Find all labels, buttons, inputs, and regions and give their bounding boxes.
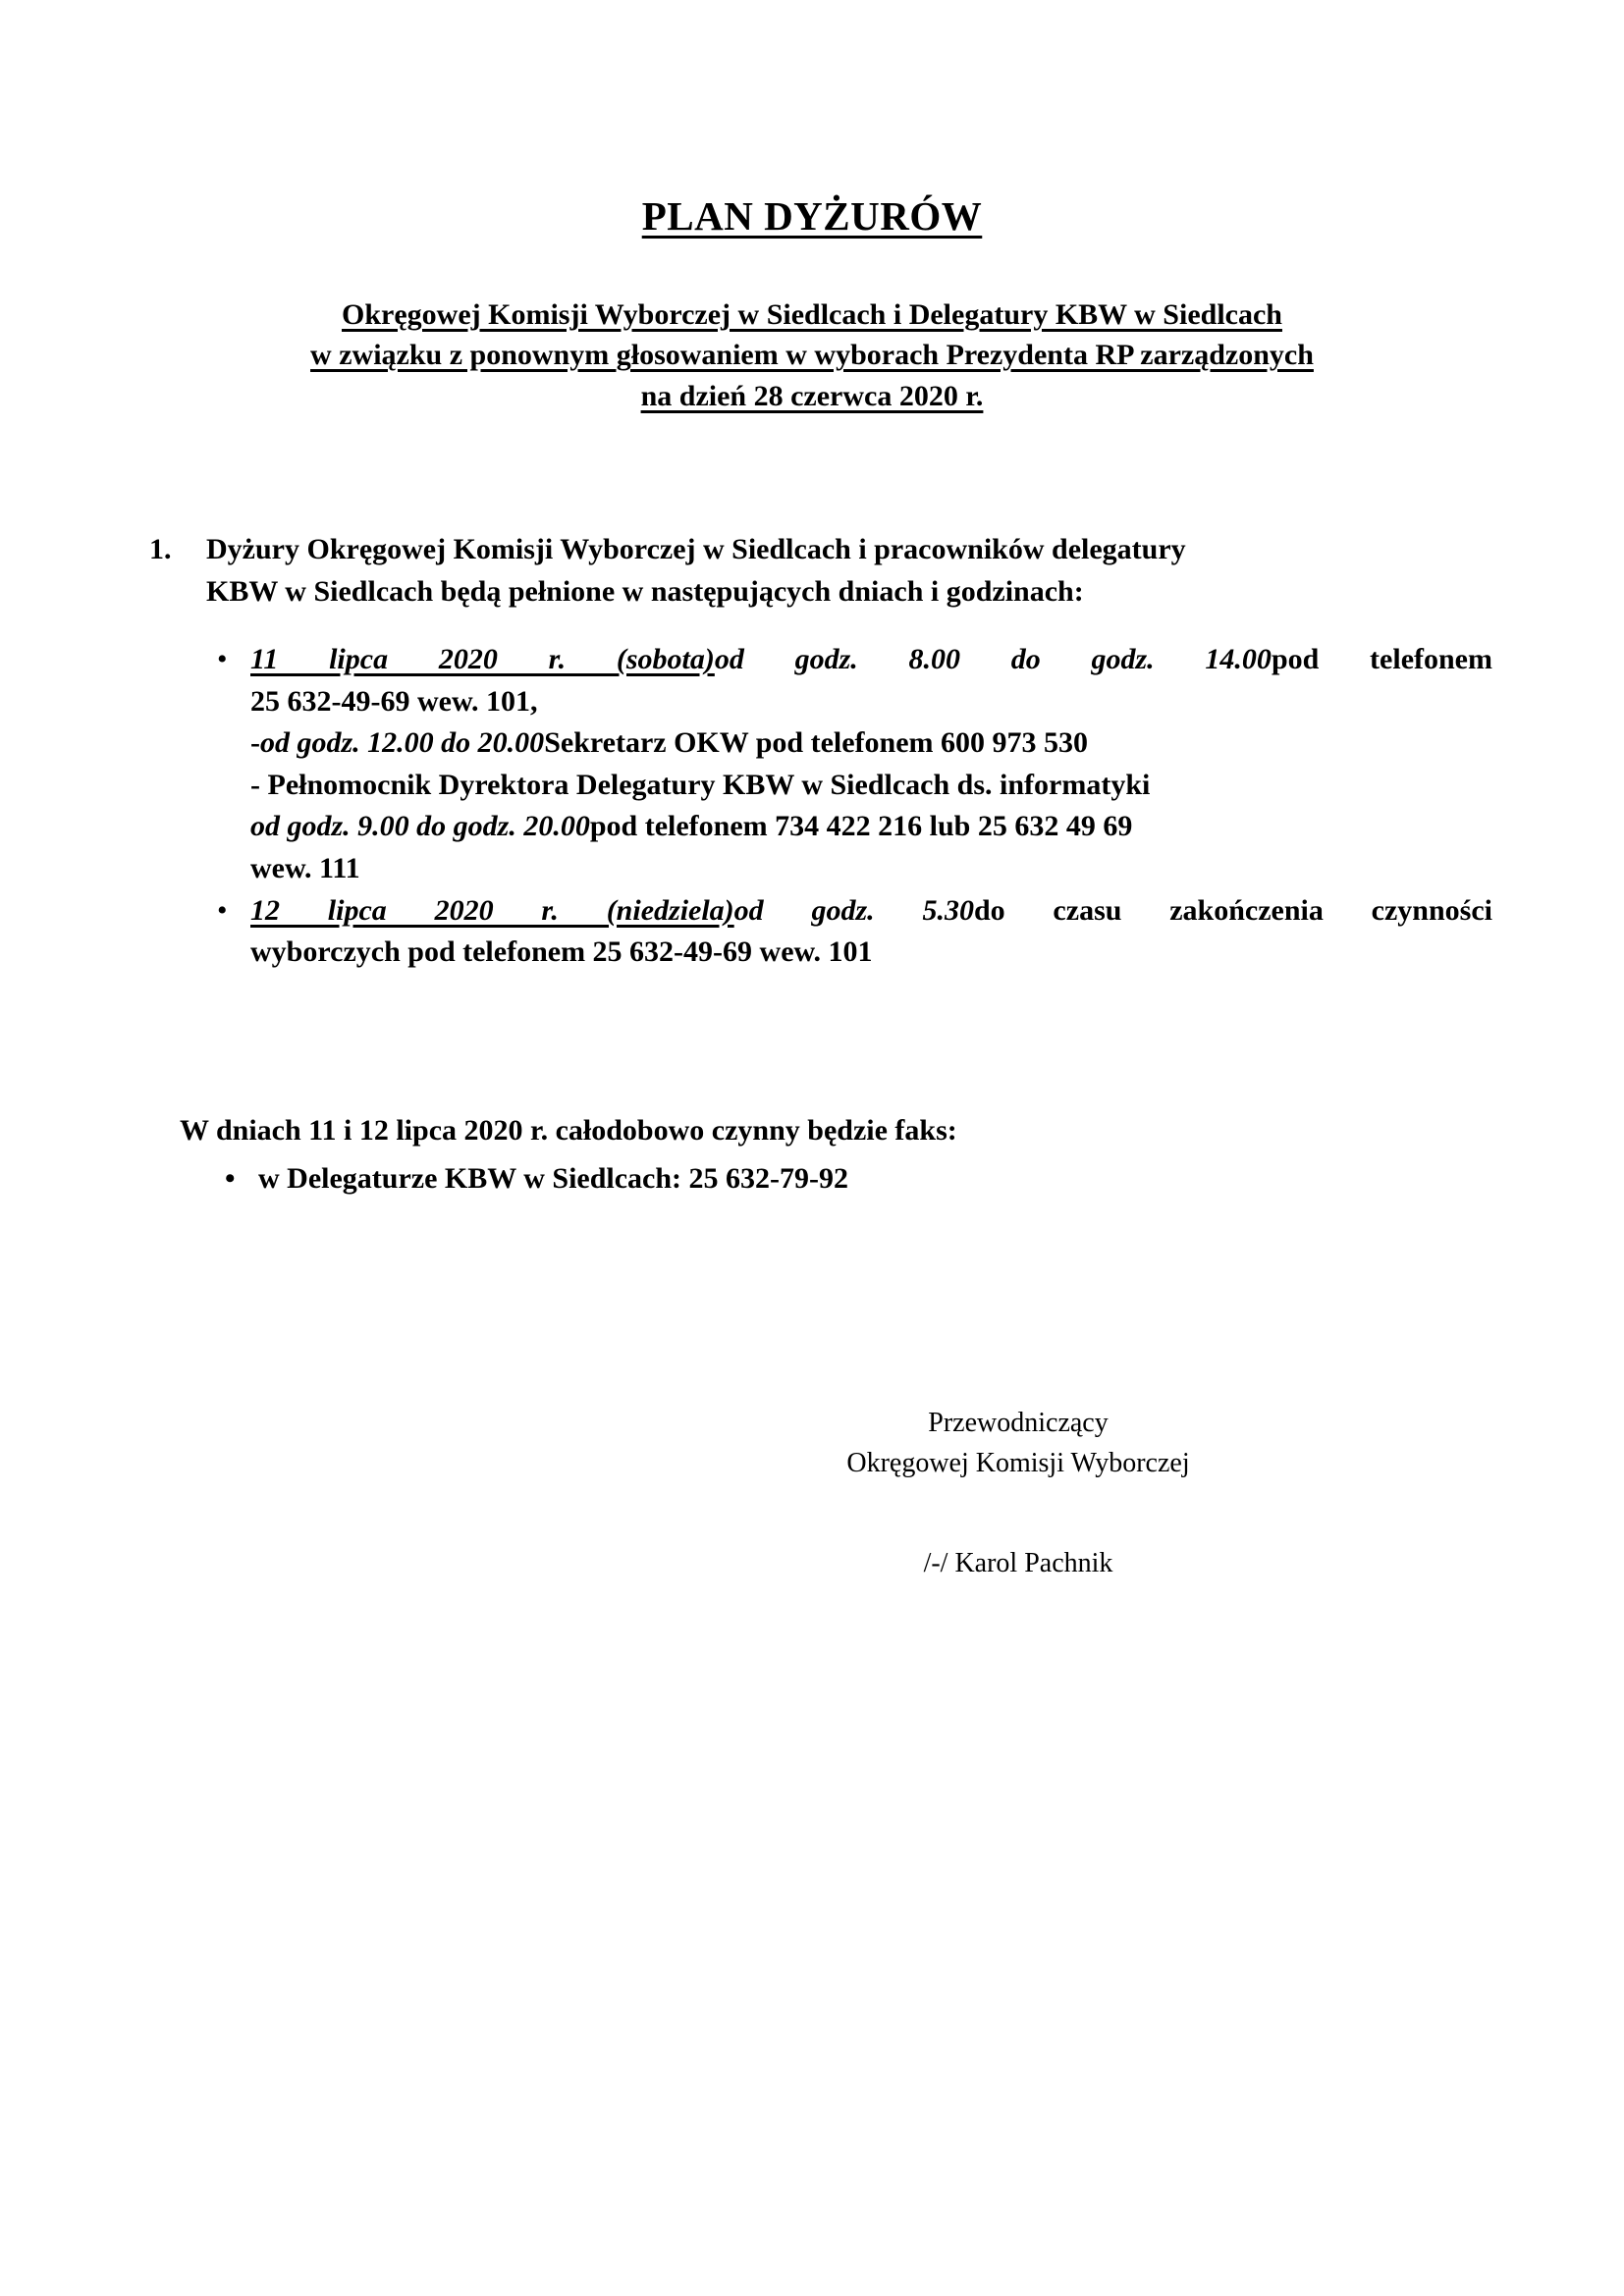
document-subtitle [0, 294, 1624, 416]
numbered-item-marker: 1. [149, 533, 172, 565]
numbered-item-line-1: Dyżury Okręgowej Komisji Wyborczej w Siedlcach i pracowników delegatury [206, 533, 1186, 565]
duty-item-1-line-3-hours: od godz. 12.00 do 20.00 [260, 726, 545, 760]
duty-item-1-line-1 [250, 639, 1492, 681]
duty-item-2-line-1 [250, 890, 1492, 933]
duty-item-body [250, 639, 1492, 890]
duty-list-item [211, 890, 1492, 974]
subtitle-line-3: na dzień 28 czerwca 2020 r. [640, 379, 984, 412]
signature-name: /-/ Karol Pachnik [923, 1548, 1113, 1578]
duty-item-1-hours: od godz. 8.00 do godz. 14.00 [714, 643, 1272, 675]
duty-list [211, 639, 1492, 974]
numbered-item-row [149, 529, 1494, 613]
duty-item-1-line-5 [250, 806, 1492, 848]
duty-item-1-line-4: - Pełnomocnik Dyrektora Delegatury KBW w Siedlcach ds. informatyki [250, 768, 1151, 801]
duty-item-1-line-3-rest: Sekretarz OKW pod telefonem 600 973 530 [544, 726, 1089, 760]
duty-item-1-date: 11 lipca 2020 r. (sobota) [250, 643, 715, 675]
duty-item-2-line-2: wyborczych pod telefonem 25 632-49-69 wew. 101 [250, 935, 873, 969]
page-title [0, 193, 1624, 240]
subtitle-line-2: w związku z ponownym głosowaniem w wyborach Prezydenta RP zarządzonych [310, 339, 1314, 372]
fax-section [180, 1110, 1495, 1200]
signature-role-block [812, 1404, 1224, 1483]
duty-item-1-line-3 [250, 722, 1492, 765]
numbered-item-1 [149, 529, 1494, 613]
duty-item-2-hours: od godz. 5.30 [733, 893, 974, 927]
duty-item-1-dash: - [250, 726, 260, 760]
duty-item-2-date: 12 lipca 2020 r. (niedziela) [250, 893, 734, 927]
fax-item-text: w Delegaturze KBW w Siedlcach: 25 632-79-92 [258, 1161, 849, 1195]
duty-item-1-line-5-hours: od godz. 9.00 do godz. 20.00 [250, 810, 590, 843]
signature-role-line-1: Przewodniczący [928, 1408, 1109, 1438]
duty-list-item [211, 639, 1492, 890]
duty-item-body [250, 890, 1492, 974]
duty-item-1-tail: pod telefonem [1271, 643, 1492, 675]
page-title-text: PLAN DYŻURÓW [641, 193, 983, 239]
numbered-item-line-2: KBW w Siedlcach będą pełnione w następujących dniach i godzinach: [206, 574, 1084, 608]
numbered-item-text [206, 529, 1494, 613]
signature-role-line-2: Okręgowej Komisji Wyborczej [846, 1447, 1190, 1478]
duty-item-1-line-6: wew. 111 [250, 851, 360, 884]
bullet-icon: • [225, 1161, 236, 1195]
fax-heading: W dniach 11 i 12 lipca 2020 r. całodobowo czynny będzie faks: [180, 1114, 957, 1147]
bullet-icon: • [217, 893, 228, 927]
duty-item-1-line-2: 25 632-49-69 wew. 101, [250, 684, 538, 718]
duty-item-1-line-5-rest: pod telefonem 734 422 216 lub 25 632 49 69 [589, 810, 1133, 843]
duty-item-2-tail: do czasu zakończenia czynności [973, 893, 1492, 927]
bullet-icon: • [217, 643, 228, 675]
fax-list-item [221, 1158, 1495, 1201]
subtitle-line-1: Okręgowej Komisji Wyborczej w Siedlcach i Delegatury KBW w Siedlcach [342, 298, 1282, 331]
